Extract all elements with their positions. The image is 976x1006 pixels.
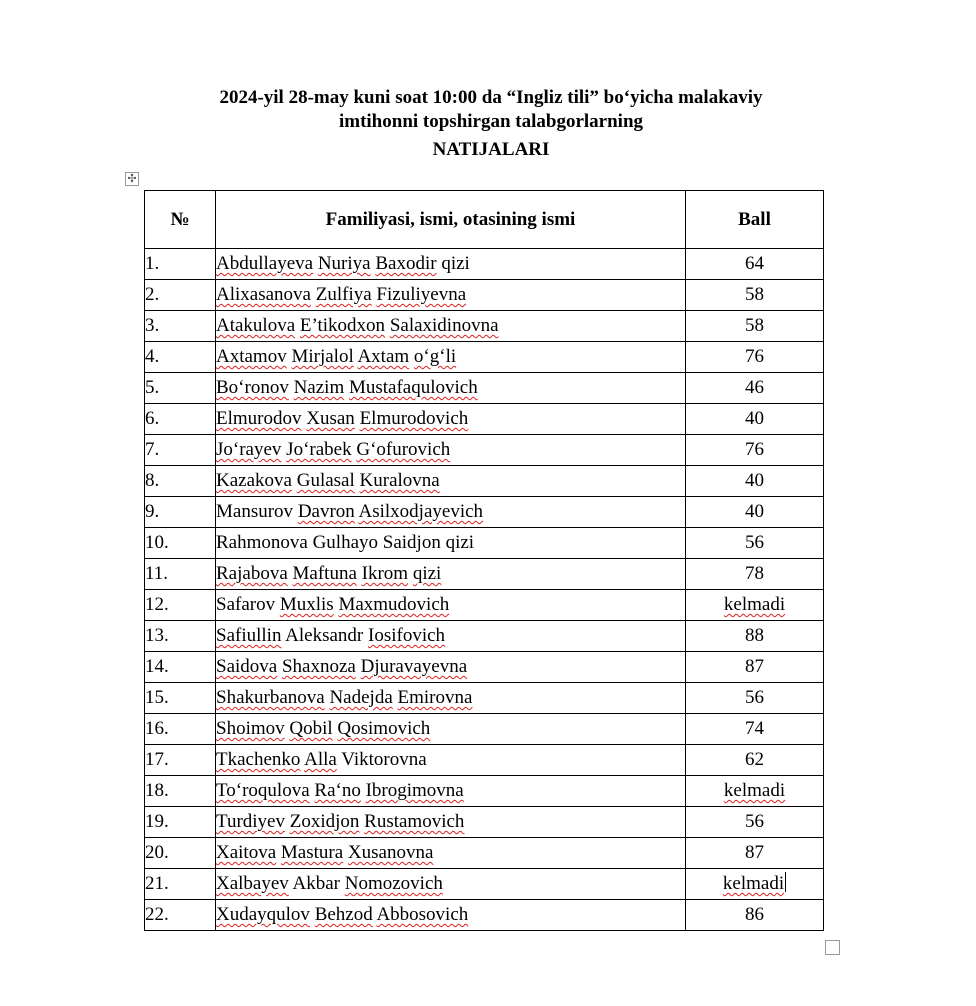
absent-mark: kelmadi [722, 873, 785, 894]
row-number: 5. [145, 373, 216, 404]
row-full-name [216, 776, 686, 807]
row-ball: 58 [686, 280, 824, 311]
row-full-name [216, 528, 686, 559]
name-word: Axtamov [216, 346, 287, 367]
header-ball: Ball [686, 191, 824, 249]
name-word: To‘roqulova [216, 780, 310, 801]
row-ball: 46 [686, 373, 824, 404]
text-cursor [785, 872, 786, 892]
row-number: 13. [145, 621, 216, 652]
row-ball: 64 [686, 249, 824, 280]
row-full-name [216, 497, 686, 528]
table-row [145, 280, 824, 311]
row-ball: 40 [686, 466, 824, 497]
row-ball: 76 [686, 435, 824, 466]
row-number: 12. [145, 590, 216, 621]
name-word: Nazim [293, 377, 345, 398]
name-word: Salaxidinovna [389, 315, 499, 336]
table-row [145, 900, 824, 931]
table-row [145, 466, 824, 497]
row-ball: 58 [686, 311, 824, 342]
name-word: Turdiyev [216, 811, 285, 832]
row-ball [686, 590, 824, 621]
name-word: Rahmonova [216, 532, 308, 553]
row-full-name [216, 900, 686, 931]
row-full-name [216, 249, 686, 280]
row-ball: 87 [686, 652, 824, 683]
name-word: Akbar [292, 873, 340, 894]
name-word: Safarov [216, 594, 276, 615]
heading-line-3: NATIJALARI [432, 139, 550, 160]
row-number: 9. [145, 497, 216, 528]
table-row [145, 249, 824, 280]
row-ball: 74 [686, 714, 824, 745]
table-row [145, 311, 824, 342]
row-number: 16. [145, 714, 216, 745]
row-ball: 56 [686, 528, 824, 559]
row-ball: 78 [686, 559, 824, 590]
row-number: 6. [145, 404, 216, 435]
row-number: 10. [145, 528, 216, 559]
name-word: Ibrogimovna [365, 780, 464, 801]
table-resize-icon[interactable] [825, 940, 840, 955]
table-row [145, 838, 824, 869]
row-ball: 62 [686, 745, 824, 776]
name-word: Xusan [306, 408, 355, 429]
name-word: Xudayqulov [216, 904, 310, 925]
name-word: Zoxidjon [289, 811, 360, 832]
table-row [145, 435, 824, 466]
name-word: Xalbayev [216, 873, 289, 894]
table-row [145, 590, 824, 621]
name-word: Alixasanova [216, 284, 311, 305]
row-number: 18. [145, 776, 216, 807]
name-word: Safiullin [216, 625, 282, 646]
table-row [145, 776, 824, 807]
row-full-name [216, 373, 686, 404]
row-number: 4. [145, 342, 216, 373]
row-number: 21. [145, 869, 216, 900]
row-full-name [216, 280, 686, 311]
row-number: 11. [145, 559, 216, 590]
name-word: Saidjon [382, 532, 441, 553]
name-word: Emirovna [397, 687, 473, 708]
row-ball: 40 [686, 404, 824, 435]
name-word: Saidova [216, 656, 278, 677]
name-word: Tkachenko [216, 749, 301, 770]
row-full-name [216, 807, 686, 838]
name-word: Mastura [280, 842, 344, 863]
name-word: Gulhayo [312, 532, 379, 553]
table-header-row [145, 191, 824, 249]
name-word: Qosimovich [337, 718, 431, 739]
row-full-name [216, 745, 686, 776]
row-full-name [216, 683, 686, 714]
name-word: Behzod [314, 904, 373, 925]
name-word: Viktorovna [341, 749, 427, 770]
name-word: Kazakova [216, 470, 292, 491]
table-row [145, 497, 824, 528]
table-row [145, 807, 824, 838]
name-word: Elmurodov [216, 408, 302, 429]
name-word: Qobil [289, 718, 333, 739]
name-word: Maftuna [292, 563, 357, 584]
name-word: E’tikodxon [299, 315, 386, 336]
name-word: Shaxnoza [281, 656, 356, 677]
row-full-name [216, 652, 686, 683]
name-word: Muxlis [279, 594, 334, 615]
row-number: 3. [145, 311, 216, 342]
row-full-name [216, 435, 686, 466]
row-full-name [216, 559, 686, 590]
row-full-name [216, 838, 686, 869]
header-full-name: Familiyasi, ismi, otasining ismi [216, 191, 686, 249]
row-number: 17. [145, 745, 216, 776]
table-row [145, 559, 824, 590]
row-ball: 76 [686, 342, 824, 373]
table-row [145, 342, 824, 373]
name-word: Baxodir [375, 253, 437, 274]
name-word: qizi [441, 253, 470, 274]
row-ball: 56 [686, 683, 824, 714]
name-word: qizi [412, 563, 442, 584]
name-word: Fizuliyevna [376, 284, 467, 305]
table-row [145, 745, 824, 776]
name-word: Djuravayevna [360, 656, 468, 677]
name-word: Davron [297, 501, 355, 522]
row-ball: 56 [686, 807, 824, 838]
results-table [144, 190, 824, 931]
heading-line-2: imtihonni topshirgan talabgorlarning [338, 111, 644, 132]
name-word: Nuriya [317, 253, 371, 274]
name-word: Abdullayeva [216, 253, 314, 274]
name-word: Iosifovich [368, 625, 446, 646]
name-word: Shakurbanova [216, 687, 325, 708]
name-word: Kuralovna [359, 470, 440, 491]
row-number: 22. [145, 900, 216, 931]
row-number: 20. [145, 838, 216, 869]
name-word: Jo‘rabek [286, 439, 352, 460]
table-row [145, 714, 824, 745]
row-full-name [216, 714, 686, 745]
row-ball [686, 776, 824, 807]
name-word: Atakulova [216, 315, 296, 336]
row-number: 2. [145, 280, 216, 311]
name-word: Zulfiya [315, 284, 372, 305]
row-full-name [216, 621, 686, 652]
table-row [145, 621, 824, 652]
name-word: Maxmudovich [338, 594, 450, 615]
name-word: Ra‘no [314, 780, 361, 801]
row-number: 1. [145, 249, 216, 280]
name-word: Bo‘ronov [216, 377, 289, 398]
row-ball: 88 [686, 621, 824, 652]
row-ball [686, 869, 824, 900]
row-ball: 86 [686, 900, 824, 931]
name-word: G‘ofurovich [356, 439, 451, 460]
name-word: Nomozovich [344, 873, 443, 894]
row-full-name [216, 590, 686, 621]
name-word: Xusanovna [347, 842, 434, 863]
name-word: Rustamovich [364, 811, 465, 832]
name-word: Alla [304, 749, 337, 770]
table-row [145, 652, 824, 683]
row-ball: 40 [686, 497, 824, 528]
row-full-name [216, 869, 686, 900]
row-ball: 87 [686, 838, 824, 869]
name-word: Abbosovich [376, 904, 469, 925]
table-row [145, 528, 824, 559]
table-row [145, 869, 824, 900]
row-full-name [216, 404, 686, 435]
row-number: 15. [145, 683, 216, 714]
name-word: Shoimov [216, 718, 285, 739]
row-number: 19. [145, 807, 216, 838]
name-word: qizi [445, 532, 475, 553]
name-word: Xaitova [216, 842, 277, 863]
name-word: Ikrom [361, 563, 409, 584]
row-number: 14. [145, 652, 216, 683]
name-word: Mirjalol [291, 346, 354, 367]
name-word: Rajabova [216, 563, 288, 584]
name-word: Axtam [357, 346, 410, 367]
name-word: Gulasal [296, 470, 355, 491]
table-move-icon[interactable]: ✣ [125, 172, 139, 186]
name-word: Mansurov [216, 501, 294, 522]
table-row [145, 373, 824, 404]
name-word: Mustafaqulovich [348, 377, 478, 398]
absent-mark: kelmadi [723, 780, 786, 801]
name-word: o‘g‘li [413, 346, 457, 367]
row-number: 7. [145, 435, 216, 466]
absent-mark: kelmadi [723, 594, 786, 615]
name-word: Asilxodjayevich [358, 501, 484, 522]
name-word: Jo‘rayev [216, 439, 282, 460]
table-row [145, 404, 824, 435]
name-word: Nadejda [329, 687, 393, 708]
row-number: 8. [145, 466, 216, 497]
name-word: Aleksandr [285, 625, 364, 646]
heading-line-1: 2024-yil 28-may kuni soat 10:00 da “Ingliz tili” bo‘yicha malakaviy [219, 87, 763, 108]
name-word: Elmurodovich [359, 408, 469, 429]
row-full-name [216, 466, 686, 497]
header-number: № [145, 191, 216, 249]
table-row [145, 683, 824, 714]
row-full-name [216, 342, 686, 373]
row-full-name [216, 311, 686, 342]
